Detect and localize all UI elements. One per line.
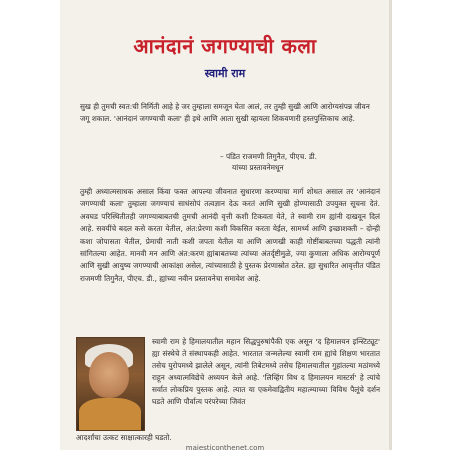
book-author: स्वामी राम [204, 67, 246, 80]
attribution-source: यांच्या प्रस्तावनेमधून [232, 163, 284, 172]
back-cover [60, 0, 390, 450]
author-photo-robe [79, 398, 141, 431]
book-description: तुम्ही अध्यात्मसाधक असाल किंवा फक्त आपल्या जीवनात सुधारणा करण्याचा मार्ग शोधत असाल तर 'आनंदानं जगण्याची कला' तुम्हाला जगण्याचं साधंसोपं तत्वज्ञान देऊ करतं आणि सुखी होण्यासाठी उपयुक्त सूचना देतं. अवघड परिस्थितीतही जगण्याबाबतची तुमची आनंदी वृत्ती कशी टिकवता येते, ते स्वामी राम ह्यांनी दाखवून दिलं आहे. सवयींचे बदल कसे करता येतील, अंत:प्रेरणा कशी विकसित करता येईल, सामर्थ्य आणि इच्छाशक्ती – दोन्ही कशा जोपासता येतील, प्रेमाची नाती कशी जपता येतील या आणि आणखी काही गोष्टींबाबतच्या पद्धती त्यांनी सांगितल्या आहेत. मानवी मन आणि अंत:करण ह्यांबाबतच्या त्यांच्या अंतर्दृष्टीमुळे, ज्या कुणाला अधिक आरोग्यपूर्ण आणि सुखी आयुष्य जगण्याची आकांक्षा असेल, त्यांच्यासाठी हे पुस्तक प्रेरणास्रोत ठरेल. ह्या सुधारित आवृत्तीत पंडित राजमणी तिगुनैत, पीएच. डी., ह्यांच्या नवीन प्रस्तावनेचा समावेश आहे. [80, 187, 380, 283]
quote-attribution [220, 151, 370, 173]
author-photo [76, 337, 145, 431]
author-photo-face [89, 352, 129, 398]
author-bio-continuation: आदर्शांचा उत्कट साक्षात्कारही घडतो. [76, 433, 172, 442]
blurb-quote: सुख ही तुमची स्वत:ची निर्मिती आहे हे जर तुम्हाला समजून घेता आलं, तर तुम्ही सुखी आणि आरोग्यसंपन्न जीवन जगू शकाल. 'आनंदानं जगण्याची कला' ही इथे आणि आता सुखी व्हायला शिकवणारी हस्तपुस्तिकाच आहे. [80, 102, 370, 124]
author-bio: स्वामी राम हे हिमालयातील महान सिद्धपुरुषांपैकी एक असून 'द हिमालयन इन्स्टिट्यूट' ह्या संस्थेचे ते संस्थापकही आहेत. भारतात जन्मलेल्या स्वामी राम ह्यांचे शिक्षण भारतात तसेच युरोपमध्ये झालेले असून, त्यांनी तिबेटमध्ये तसेच हिमालयातील गुहांतल्या मठांमध्ये राहून अध्यात्मविद्येचे अध्ययन केले आहे. 'लिव्हिंग विथ द हिमालयन मास्टर्स' हे त्यांचे सर्वात लोकप्रिय पुस्तक आहे. त्यात या एकमेवाद्वितीय महात्म्याच्या विविध पैलूंचे दर्शन घडते आणि पौर्वात्य परंपरेच्या जिवंत [152, 337, 380, 407]
book-title: आनंदानं जगण्याची कला [133, 34, 317, 58]
attribution-name: – पंडित राजमणी तिगुनैत, पीएच. डी. [220, 152, 317, 161]
footer-website: majesticonthenet.com [185, 444, 265, 450]
page-edge [389, 0, 392, 450]
